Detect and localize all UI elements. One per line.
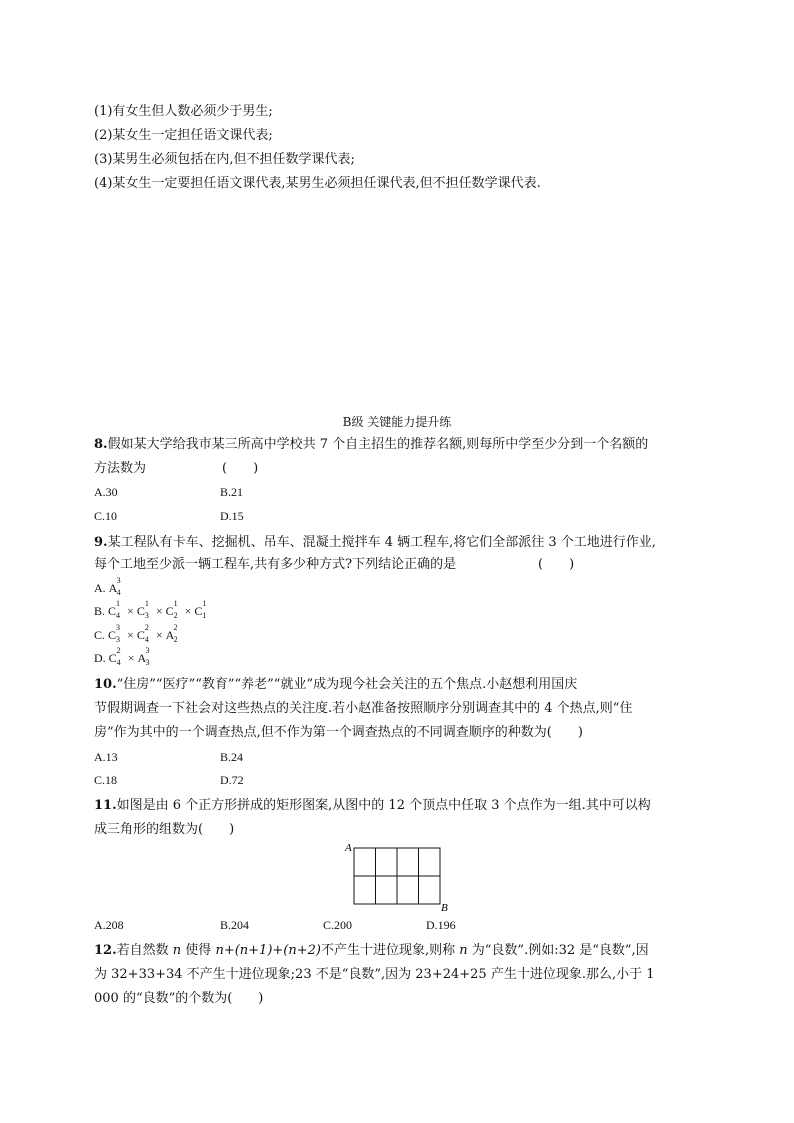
q8-answer-paren: ( ) — [222, 461, 259, 476]
times-symbol: × — [184, 604, 192, 618]
q11-line2: 成三角形的组数为( ) — [94, 822, 235, 837]
q8-text1: 假如某大学给我市某三所高中学校共 7 个自主招生的推荐名额,则每所中学至少分到一个名额的 — [107, 437, 649, 452]
times-symbol: × — [155, 604, 163, 618]
q9-option-a-label: A. — [94, 581, 106, 595]
section-title: B级 关键能力提升练 — [342, 415, 452, 429]
times-symbol: × — [127, 651, 135, 665]
q9-answer-paren: ( ) — [538, 557, 575, 572]
q9-line2 — [94, 556, 575, 574]
formula-c-2-1: C 1 2 — [165, 599, 178, 620]
q9-option-b[interactable] — [94, 599, 210, 620]
formula-c-1-1: C 1 1 — [194, 599, 207, 620]
q12-text1c: 不产生十进位现象,则称 — [320, 943, 456, 958]
formula-c-4-2: C 2 4 — [136, 623, 149, 644]
q9-option-d-label: D. — [94, 651, 106, 665]
rectangle-grid-figure — [340, 838, 460, 918]
grid-svg — [340, 838, 460, 918]
q9-text1: 某工程队有卡车、挖掘机、吊车、混凝土搅拌车 4 辆工程车,将它们全部派往 3 个工地进行作业, — [107, 535, 656, 550]
q10-option-d[interactable]: D.72 — [220, 773, 244, 787]
formula-c-3-3: C 3 3 — [108, 623, 121, 644]
formula-c-4-2b: C 2 4 — [108, 646, 121, 667]
formula-a-2-2: A 2 2 — [165, 623, 178, 644]
q8-option-a[interactable]: A.30 — [94, 485, 118, 499]
q10-option-b[interactable]: B.24 — [220, 750, 244, 764]
q11-option-c[interactable]: C.200 — [323, 918, 353, 932]
q8-option-c[interactable]: C.10 — [94, 509, 118, 523]
q8-text2: 方法数为 — [94, 461, 147, 476]
q12-expression: n+(n+1)+(n+2) — [215, 943, 321, 958]
q12-line3: 000 的“良数”的个数为( ) — [94, 991, 264, 1006]
q10-line2: 节假期调查一下社会对这些热点的关注度.若小赵准备按照顺序分别调查其中的 4 个热点,则“住 — [94, 701, 633, 716]
condition-4: (4)某女生一定要担任语文课代表,某男生必须担任课代表,但不担任数学课代表. — [94, 176, 541, 191]
times-symbol: × — [127, 604, 134, 618]
q11-option-d[interactable]: D.196 — [426, 918, 456, 932]
q12-text1d: 为“良数”.例如:32 是“良数”,因 — [471, 943, 649, 958]
q11-option-a[interactable]: A.208 — [94, 918, 124, 932]
formula-a-3-3: A 3 3 — [137, 646, 150, 667]
q12-text1b: 使得 — [185, 943, 212, 958]
q10-option-a[interactable]: A.13 — [94, 750, 118, 764]
q9-line1 — [94, 534, 656, 552]
q10-number: 10. — [94, 677, 117, 692]
q12-number: 12. — [94, 943, 117, 958]
formula-c-3-1: C 1 3 — [136, 599, 149, 620]
condition-3: (3)某男生必须包括在内,但不担任数学课代表; — [94, 152, 355, 167]
times-symbol: × — [127, 628, 134, 642]
q10-line3: 房”作为其中的一个调查热点,但不作为第一个调查热点的不同调查顺序的种数为( ) — [94, 725, 583, 740]
formula-c-4-1: C 1 4 — [108, 599, 121, 620]
q12-var-n-2: n — [459, 943, 468, 958]
q10-line1 — [94, 676, 577, 694]
q9-option-b-label: B. — [94, 604, 106, 618]
condition-2: (2)某女生一定担任语文课代表; — [94, 128, 273, 143]
q11-number: 11. — [94, 798, 117, 813]
q9-option-a[interactable] — [94, 576, 125, 597]
q12-text1a: 若自然数 — [116, 943, 169, 958]
q8-line2 — [94, 460, 259, 478]
q9-number: 9. — [94, 535, 108, 550]
vertex-label-a: A — [345, 842, 352, 854]
q12-line2: 为 32+33+34 不产生十进位现象;23 不是“良数”,因为 23+24+25 产生十进位现象.那么,小于 1 — [94, 967, 655, 982]
q12-line1 — [94, 942, 649, 960]
q8-option-d[interactable]: D.15 — [220, 509, 244, 523]
q11-line1 — [94, 797, 651, 815]
formula-a-4-3: A 3 4 — [108, 576, 121, 597]
q10-option-c[interactable]: C.18 — [94, 773, 118, 787]
q8-line1 — [94, 436, 648, 454]
q8-option-b[interactable]: B.21 — [220, 485, 244, 499]
q9-option-c-label: C. — [94, 628, 106, 642]
q11-text1: 如图是由 6 个正方形拼成的矩形图案,从图中的 12 个顶点中任取 3 个点作为一组.其中可以构 — [116, 798, 651, 813]
vertex-label-b: B — [441, 902, 448, 914]
q11-option-b[interactable]: B.204 — [220, 918, 250, 932]
q12-var-n: n — [172, 943, 182, 958]
q9-option-d[interactable] — [94, 646, 154, 667]
times-symbol: × — [155, 628, 163, 642]
q9-option-c[interactable] — [94, 623, 182, 644]
q10-text1: “住房”“医疗”“教育”“养老”“就业”成为现今社会关注的五个焦点.小赵想利用国庆 — [116, 677, 578, 692]
q8-number: 8. — [94, 437, 108, 452]
condition-1: (1)有女生但人数必须少于男生; — [94, 104, 273, 119]
q9-text2: 每个工地至少派一辆工程车,共有多少种方式?下列结论正确的是 — [94, 557, 457, 572]
